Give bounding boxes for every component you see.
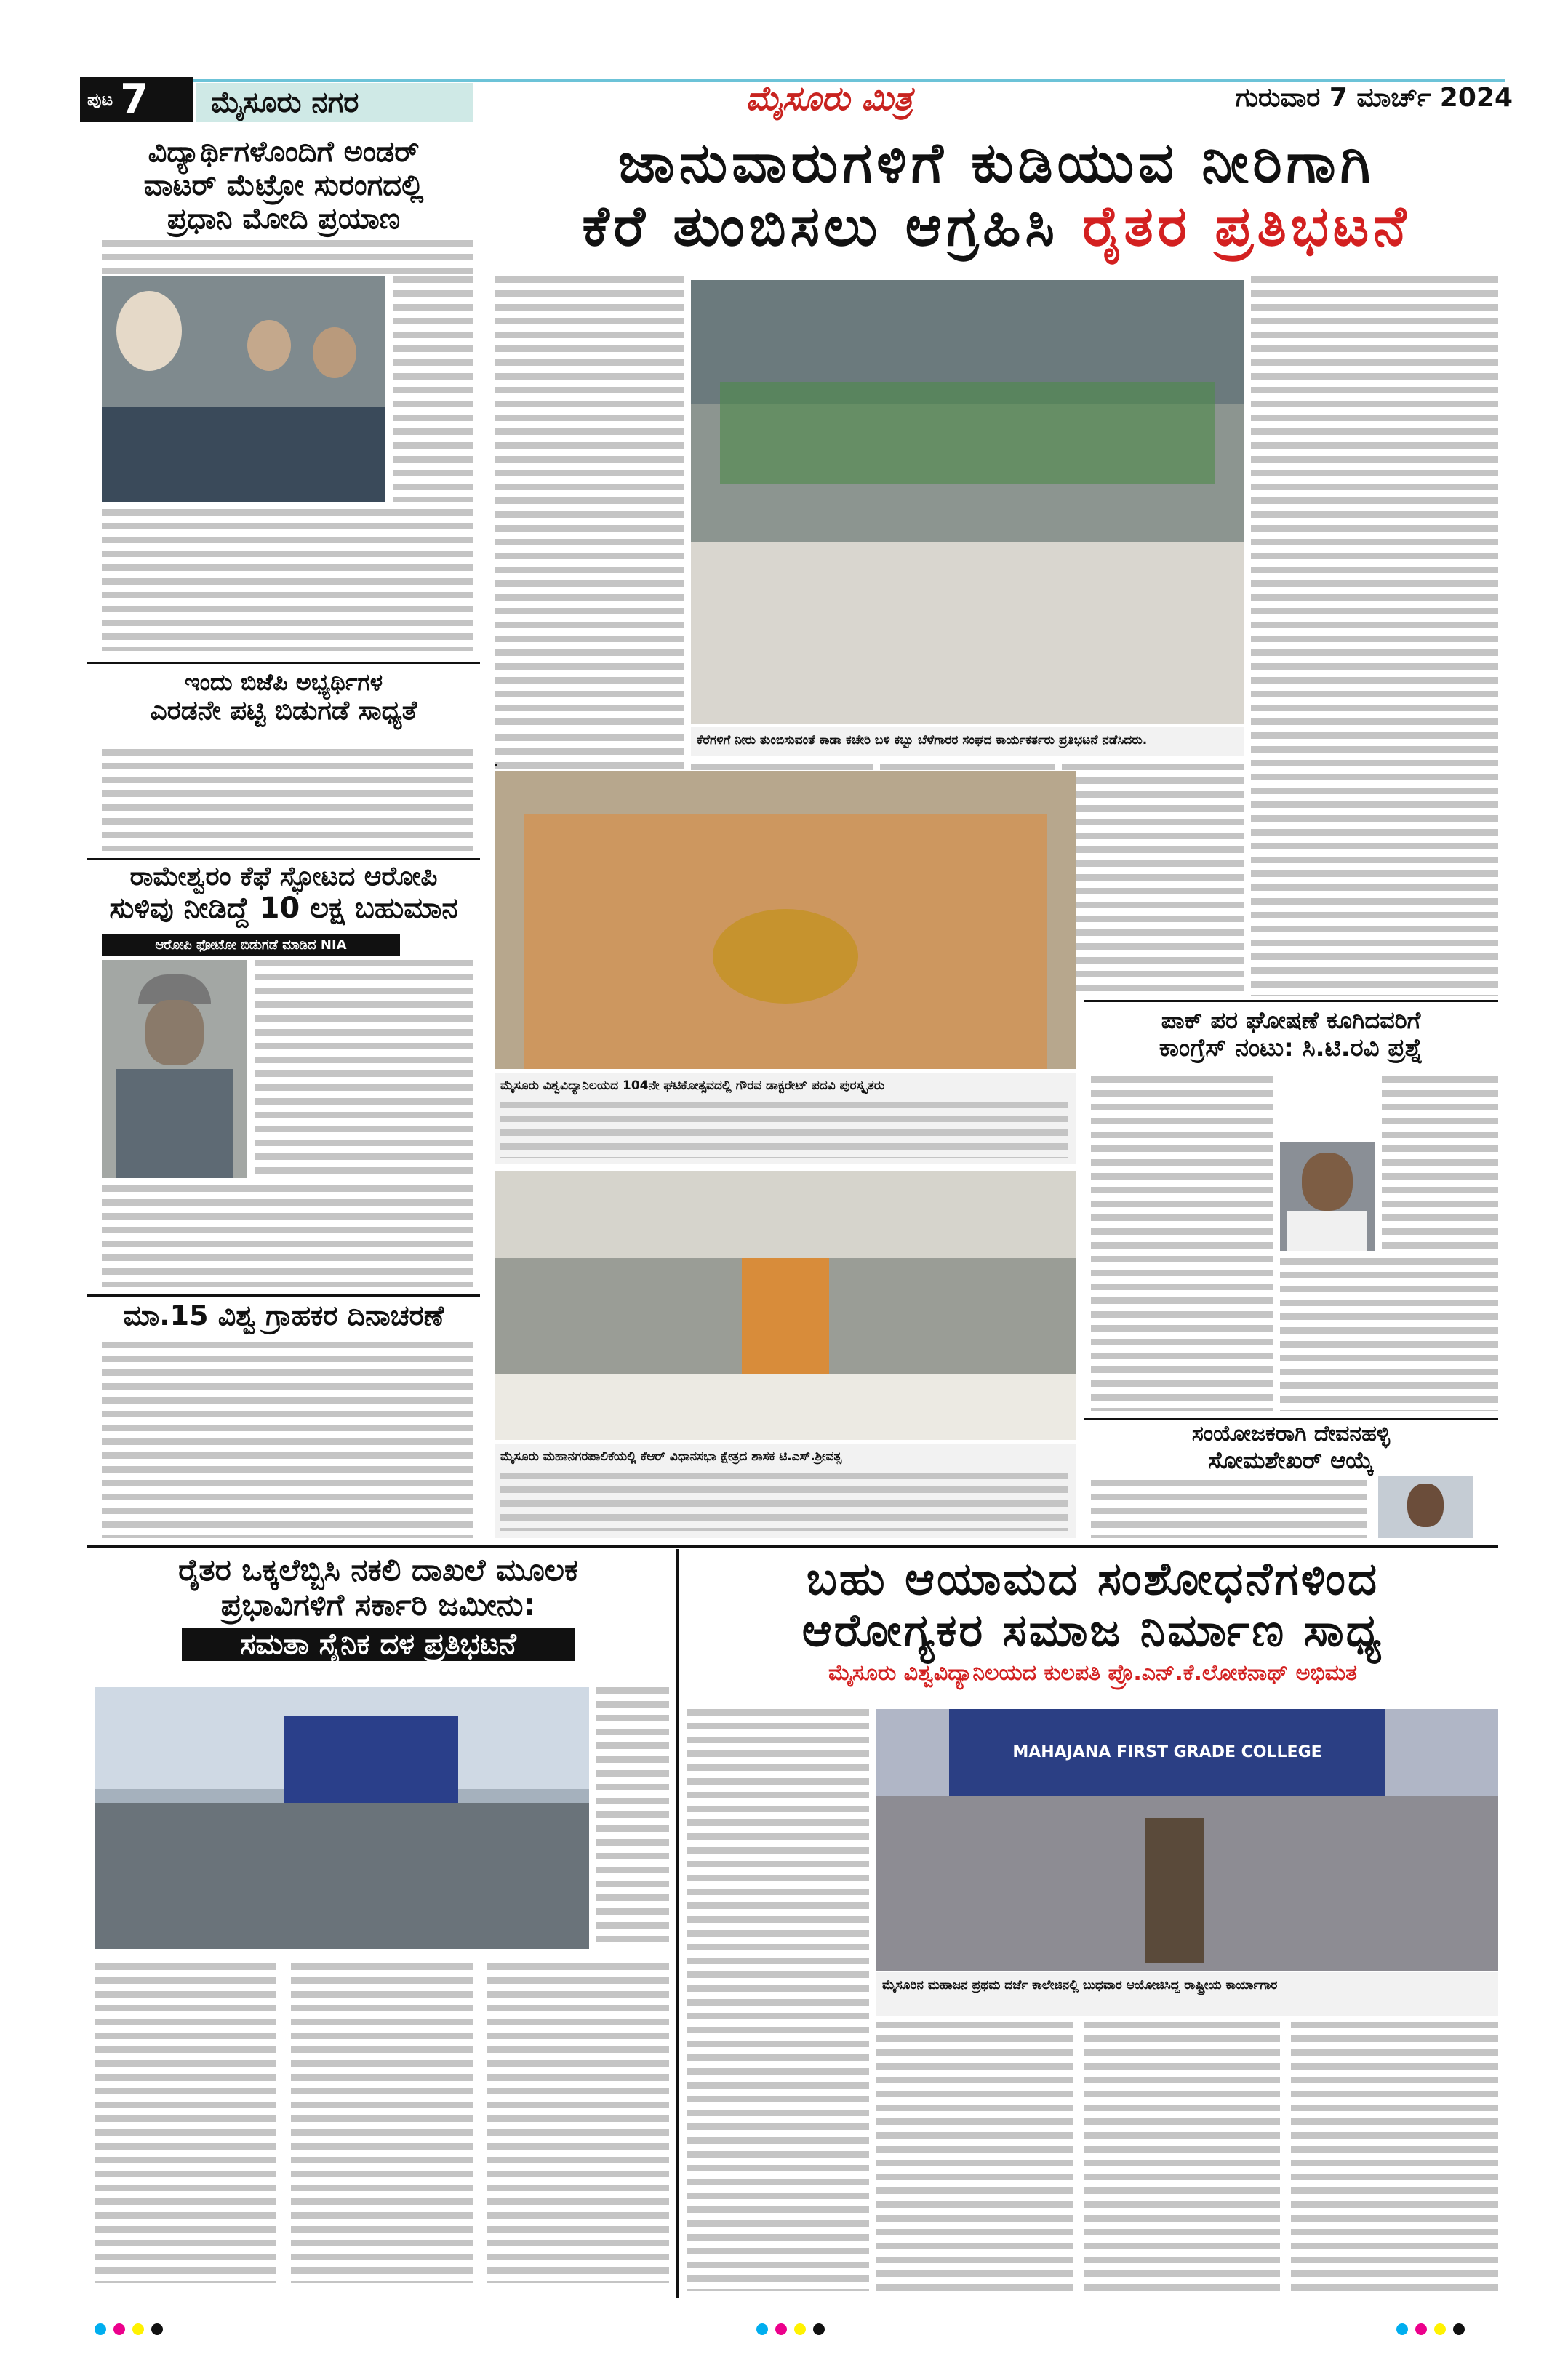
divider bbox=[495, 764, 497, 766]
lead-headline-2b: ರೈತರ ಪ್ರತಿಭಟನೆ bbox=[1082, 193, 1411, 259]
farmers-headline-1: ರೈತರ ಒಕ್ಕಲೆಬ್ಬಿಸಿ ನಕಲಿ ದಾಖಲೆ ಮೂಲಕ bbox=[178, 1552, 578, 1588]
research-caption-box bbox=[876, 1972, 1498, 2016]
pak-body-col-2b bbox=[1280, 1258, 1498, 1411]
bjp-body bbox=[102, 749, 473, 851]
coordinator-headline-1: ಸಂಯೋಜಕರಾಗಿ ದೇವನಹಳ್ಳಿ bbox=[1191, 1421, 1391, 1446]
page-label: ಪುಟ bbox=[87, 89, 113, 110]
divider bbox=[87, 1294, 480, 1297]
felicitation-photo bbox=[495, 1171, 1076, 1440]
coordinator-body bbox=[1091, 1480, 1367, 1538]
lead-caption-box bbox=[691, 727, 1244, 756]
research-event-photo bbox=[876, 1709, 1498, 1971]
farmers-protest-photo bbox=[95, 1687, 589, 1949]
cafe-photo-label: ಆರೋಪಿ ಫೋಟೋ ಬಿಡುಗಡೆ ಮಾಡಿದ NIA bbox=[102, 934, 400, 956]
metro-body-top bbox=[102, 240, 473, 275]
lead-photo-caption: ಕೆರೆಗಳಿಗೆ ನೀರು ತುಂಬಿಸುವಂತೆ ಕಾಡಾ ಕಚೇರಿ ಬಳಿ ಕಬ್ಬು ಬೆಳೆಗಾರರ ಸಂಘದ ಕಾರ್ಯಕರ್ತರು ಪ್ರತಿಭಟನೆ ನಡೆಸಿದರು. bbox=[697, 733, 1148, 748]
pak-headline-2: ಕಾಂಗ್ರೆಸ್ ನಂಟು: ಸಿ.ಟಿ.ರವಿ ಪ್ರಶ್ನೆ bbox=[1159, 1033, 1423, 1062]
lead-photo bbox=[691, 280, 1244, 724]
masthead-logo: ಮೈಸೂರು ಮಿತ್ರ bbox=[745, 79, 913, 118]
research-body-col-3 bbox=[1084, 2022, 1280, 2291]
divider bbox=[676, 1549, 679, 2298]
pak-body-col-1 bbox=[1091, 1076, 1273, 1411]
felicitation-caption-box bbox=[495, 1444, 1076, 1538]
metro-headline-3: ಪ್ರಧಾನಿ ಮೋದಿ ಪ್ರಯಾಣ bbox=[167, 202, 401, 236]
university-photo bbox=[495, 771, 1076, 1069]
research-headline-2: ಆರೋಗ್ಯಕರ ಸಮಾಜ ನಿರ್ಮಾಣ ಸಾಧ್ಯ bbox=[801, 1604, 1384, 1657]
farmers-body-col-2 bbox=[291, 1963, 473, 2283]
consumer-body bbox=[102, 1342, 473, 1538]
farmers-body-col-3 bbox=[487, 1963, 669, 2283]
metro-body-right bbox=[393, 276, 473, 502]
farmers-story bbox=[87, 1553, 669, 1661]
cafe-headline-1: ರಾಮೇಶ್ವರಂ ಕೆಫೆ ಸ್ಫೋಟದ ಆರೋಪಿ bbox=[129, 862, 438, 892]
lead-headline-2a: ಕೆರೆ ತುಂಬಿಸಲು ಆಗ್ರಹಿಸಿ bbox=[582, 193, 1059, 259]
cafe-headline-2: ಸುಳಿವು ನೀಡಿದ್ದೆ 10 ಲಕ್ಷ ಬಹುಮಾನ bbox=[109, 892, 458, 926]
somashekar-photo bbox=[1378, 1476, 1473, 1538]
research-body-col-2 bbox=[876, 2022, 1073, 2291]
divider bbox=[1084, 1418, 1498, 1420]
felicitation-photo-caption: ಮೈಸೂರು ಮಹಾನಗರಪಾಲಿಕೆಯಲ್ಲಿ ಕೆಆರ್ ವಿಧಾನಸಭಾ ಕ್ಷೇತ್ರದ ಶಾಸಕ ಟಿ.ಎಸ್.ಶ್ರೀವತ್ಸ bbox=[500, 1449, 842, 1464]
lead-body-col-1 bbox=[495, 276, 684, 727]
research-headline-1: ಬಹು ಆಯಾಮದ ಸಂಶೋಧನೆಗಳಿಂದ bbox=[806, 1552, 1380, 1605]
consumer-headline: ಮಾ.15 ವಿಶ್ವ ಗ್ರಾಹಕರ ದಿನಾಚರಣೆ bbox=[123, 1300, 444, 1332]
coordinator-headline-2: ಸೋಮಶೇಖರ್ ಆಯ್ಕೆ bbox=[1208, 1446, 1374, 1474]
registration-marks-left bbox=[95, 2323, 163, 2335]
ct-ravi-photo bbox=[1280, 1142, 1375, 1251]
farmers-headline-2: ಪ್ರಭಾವಿಗಳಿಗೆ ಸರ್ಕಾರಿ ಜಮೀನು: bbox=[220, 1587, 536, 1623]
felicitation-caption-more bbox=[500, 1473, 1068, 1531]
research-photo-caption: ಮೈಸೂರಿನ ಮಹಾಜನ ಪ್ರಥಮ ದರ್ಜೆ ಕಾಲೇಜಿನಲ್ಲಿ ಬುಧವಾರ ಆಯೋಜಿಸಿದ್ದ ರಾಷ್ಟ್ರೀಯ ಕಾರ್ಯಾಗಾರ bbox=[882, 1978, 1278, 1993]
metro-photo bbox=[102, 276, 385, 502]
cafe-body-right bbox=[255, 960, 473, 1178]
farmers-photo-caption bbox=[596, 1687, 669, 1949]
divider bbox=[87, 662, 480, 664]
research-body-col-4 bbox=[1291, 2022, 1498, 2291]
university-caption-more bbox=[500, 1102, 1068, 1158]
registration-marks-right bbox=[1396, 2323, 1465, 2335]
research-body-col-1 bbox=[687, 1709, 869, 2291]
divider bbox=[87, 858, 480, 860]
cafe-body-bottom bbox=[102, 1185, 473, 1287]
page-number-box bbox=[80, 77, 193, 122]
pak-story bbox=[1084, 1007, 1498, 1062]
cafe-story bbox=[87, 862, 480, 925]
section-title: ಮೈಸೂರು ನಗರ bbox=[196, 83, 473, 122]
university-caption-box bbox=[495, 1073, 1076, 1164]
research-story bbox=[687, 1553, 1498, 1686]
metro-body-bottom bbox=[102, 509, 473, 651]
pak-body-col-2 bbox=[1382, 1076, 1498, 1251]
registration-marks-center bbox=[756, 2323, 825, 2335]
lead-body-col-4 bbox=[1251, 276, 1498, 996]
bjp-headline-2: ಎರಡನೇ ಪಟ್ಟಿ ಬಿಡುಗಡೆ ಸಾಧ್ಯತೆ bbox=[150, 695, 417, 726]
research-subhead: ಮೈಸೂರು ವಿಶ್ವವಿದ್ಯಾನಿಲಯದ ಕುಲಪತಿ ಪ್ರೊ.ಎನ್.ಕೆ.ಲೋಕನಾಥ್ ಅಭಿಮತ bbox=[828, 1660, 1357, 1686]
lead-headline-1: ಜಾನುವಾರುಗಳಿಗೆ ಕುಡಿಯುವ ನೀರಿಗಾಗಿ bbox=[617, 130, 1375, 195]
farmers-headline-3: ಸಮತಾ ಸೈನಿಕ ದಳ ಪ್ರತಿಭಟನೆ bbox=[182, 1628, 575, 1661]
divider bbox=[1084, 1000, 1498, 1002]
bjp-story bbox=[87, 669, 480, 726]
college-banner: MAHAJANA FIRST GRADE COLLEGE bbox=[949, 1709, 1385, 1796]
farmers-body-col-1 bbox=[95, 1963, 276, 2283]
metro-headline-1: ವಿದ್ಯಾರ್ಥಿಗಳೊಂದಿಗೆ ಅಂಡರ್ bbox=[148, 135, 420, 169]
pak-headline-1: ಪಾಕ್ ಪರ ಘೋಷಣೆ ಕೂಗಿದವರಿಗೆ bbox=[1161, 1006, 1421, 1034]
cafe-suspect-photo bbox=[102, 960, 247, 1178]
lead-body-bottom-3 bbox=[1062, 764, 1244, 996]
university-photo-caption: ಮೈಸೂರು ವಿಶ್ವವಿದ್ಯಾನಿಲಯದ 104ನೇ ಘಟಿಕೋತ್ಸವದಲ್ಲಿ ಗೌರವ ಡಾಕ್ಟರೇಟ್ ಪದವಿ ಪುರಸ್ಕೃತರು bbox=[500, 1078, 885, 1093]
coordinator-story bbox=[1084, 1422, 1498, 1473]
metro-headline-2: ವಾಟರ್ ಮೆಟ್ರೋ ಸುರಂಗದಲ್ಲಿ bbox=[143, 169, 424, 202]
page-number: 7 bbox=[120, 76, 149, 123]
issue-date: ಗುರುವಾರ 7 ಮಾರ್ಚ್ 2024 bbox=[1236, 83, 1513, 113]
divider bbox=[87, 1545, 1498, 1548]
bjp-headline-1: ಇಂದು ಬಿಜೆಪಿ ಅಭ್ಯರ್ಥಿಗಳ bbox=[184, 668, 383, 696]
lead-headline-block bbox=[495, 131, 1498, 269]
